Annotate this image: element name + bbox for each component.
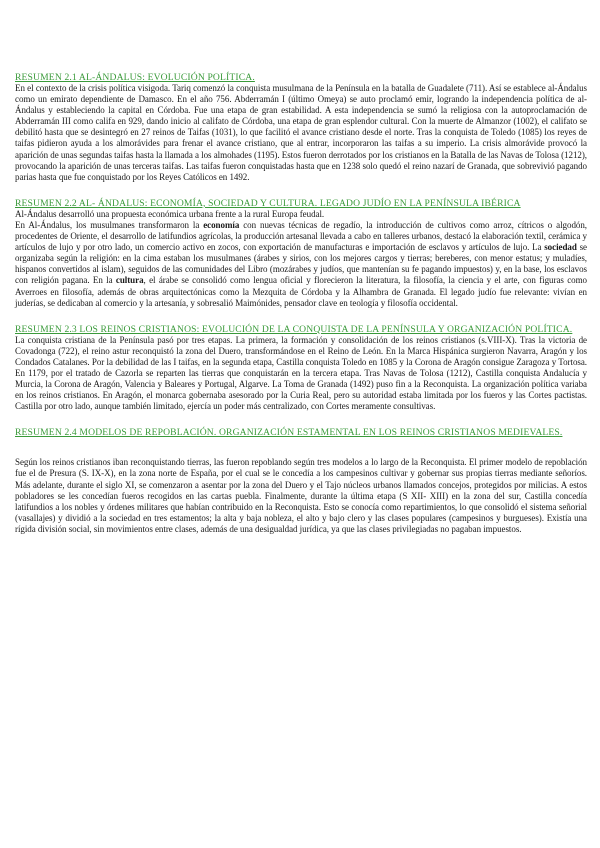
section-heading: RESUMEN 2.1 AL-ÁNDALUS: EVOLUCIÓN POLÍTICA. (15, 72, 255, 83)
section-paragraph: En Al-Ándalus, los musulmanes transformaron la economía con nuevas técnicas de regadío, la introducción de cultivos como arroz, cítricos o algodón, procedentes de Oriente, el desarrollo de latifundios agrícolas, la producción artesanal llevada a cabo en talleres urbanos, destacó la elaboración textil, cerámica y artículos de lujo y por otro lado, un comercio activo en zocos, con exportación de manufacturas e importación de esclavos y artículos de lujo. La sociedad se organizaba según la religión: en la cima estaban los musulmanes (árabes y sirios, con los mejores cargos y tierras; bereberes, con menor estatus; y muladíes, hispanos convertidos al islam), seguidos de las comunidades del Libro (mozárabes y judíos, que mantenían su fe pagando impuestos) y, en la base, los esclavos con religión pagana. En la cultura, el árabe se consolidó como lengua oficial y florecieron la literatura, la filosofía, la ciencia y el arte, con figuras como Averroes en filosofía, además de obras arquitectónicas como la Mezquita de Córdoba y la Alhambra de Granada. El legado judío fue relevante: vivían en juderías, se dedicaban al comercio y la artesanía, y sobresalió Maimónides, pensador clave en teología y filosofía occidental. (15, 219, 587, 308)
section-2-2 (15, 198, 587, 309)
bold-term: economía (203, 219, 240, 230)
section-2-1 (15, 72, 587, 183)
bold-term: cultura (115, 275, 144, 286)
section-heading: RESUMEN 2.4 MODELOS DE REPOBLACIÓN. ORGANIZACIÓN ESTAMENTAL EN LOS REINOS CRISTIANOS MEDIEVALES. (15, 427, 563, 439)
section-paragraph: Al-Ándalus desarrolló una propuesta económica urbana frente a la rural Europa feudal. (15, 208, 325, 219)
section-paragraph: La conquista cristiana de la Península pasó por tres etapas. La primera, la formación y consolidación de los reinos cristianos (s.VIII-X). Tras la victoria de Covadonga (722), el reino astur reconquistó la zona del Duero, transformándose en el Reino de León. En la Marca Hispánica surgieron Navarra, Aragón y los Condados Catalanes. Por la debilidad de las I taifas, en la segunda etapa, Castilla conquista Toledo en 1085 y la Corona de Aragón consigue Zaragoza y Tortosa. En 1179, por el tratado de Cazorla se reparten las tierras que conquistarán en la tercera etapa. Tras Navas de Tolosa (1212), Castilla conquista Andalucía y Murcia, la Corona de Aragón, Valencia y Baleares y Portugal, Algarve. La Toma de Granada (1492) puso fin a la Reconquista. La organización política variaba en los reinos cristianos. En Aragón, el monarca gobernaba asesorado por la Curia Real, pero su autoridad estaba limitada por los fueros y las Cortes pactistas. Castilla por otro lado, aunque también limitado, ejercía un poder más centralizado, con Cortes meramente consultivas. (15, 334, 587, 412)
section-paragraph: Según los reinos cristianos iban reconquistando tierras, las fueron repoblando según tres modelos a lo largo de la Reconquista. El primer modelo de repoblación fue el de Presura (S. IX-X), en la zona norte de España, por el cual se le concedía a los campesinos cultivar y gobernar sus propias tierras mediante señoríos. Más adelante, durante el siglo XI, se comenzaron a asentar por la zona del Duero y el Tajo núcleos urbanos llamados concejos, protegidos por milicias. A estos pobladores se les concedían fueros recogidos en las cartas puebla. Finalmente, durante la última etapa (S XII- XIII) en la zona del sur, Castilla concedía latifundios a los nobles y órdenes militares que habían contribuido en la Reconquista. Esto se conocía como repartimientos, lo que consolidó el sistema señorial (vasallajes) y dividió a la sociedad en tres estamentos; la alta y baja nobleza, el alto y bajo clero y las clases populares (campesinos y burgueses). Existía una rígida división social, sin movimientos entre clases, además de una desigualdad jurídica, ya que las clases privilegiadas no pagaban impuestos. (15, 457, 587, 534)
section-heading: RESUMEN 2.2 AL- ÁNDALUS: ECONOMÍA, SOCIEDAD Y CULTURA. LEGADO JUDÍO EN LA PENÍNSULA IBÉRICA (15, 197, 521, 209)
section-paragraph: En el contexto de la crisis política visigoda. Tariq comenzó la conquista musulmana de la Península en la batalla de Guadalete (711). Así se establece al-Ándalus como un emirato dependiente de Damasco. En el año 756. Abderramán I (último Omeya) se auto proclamó emir, logrando la independencia política de al-Ándalus y estableciendo la capital en Córdoba. Fue una etapa de gran estabilidad. A esta independencia se sumó la religiosa con la autoproclamación de Abderramán III como califa en 929, dando inicio al califato de Córdoba, una etapa de gran esplendor cultural. Con la muerte de Almanzor (1002), el califato se debilitó hasta que se desintegró en 27 reinos de Taifas (1031), lo que facilitó el avance cristiano desde el norte. Tras la conquista de Toledo (1085) los reyes de taifas pidieron ayuda a los almorávides para frenar el avance cristiano, que al entrar, incorporaron las taifas a su imperio. La crisis almorávide provocó la aparición de unas segundas taifas hasta la llamada a los almohades (1195). Estos fueron derrotados por los cristianos en la Batalla de las Navas de Tolosa (1212), provocando la aparición de unas terceras taifas. Las taifas fueron conquistadas hasta que en 1238 solo quedó el reino nazarí de Granada, que sobrevivió pagando parias hasta que fue conquistado por los Reyes Católicos en 1492. (15, 83, 587, 182)
section-heading: RESUMEN 2.3 LOS REINOS CRISTIANOS: EVOLUCIÓN DE LA CONQUISTA DE LA PENÍNSULA Y ORGANIZACIÓN POLÍTICA. (15, 323, 573, 335)
document-page (15, 72, 587, 535)
bold-term: sociedad (544, 242, 577, 253)
section-2-4 (15, 427, 587, 535)
section-2-3 (15, 324, 587, 413)
